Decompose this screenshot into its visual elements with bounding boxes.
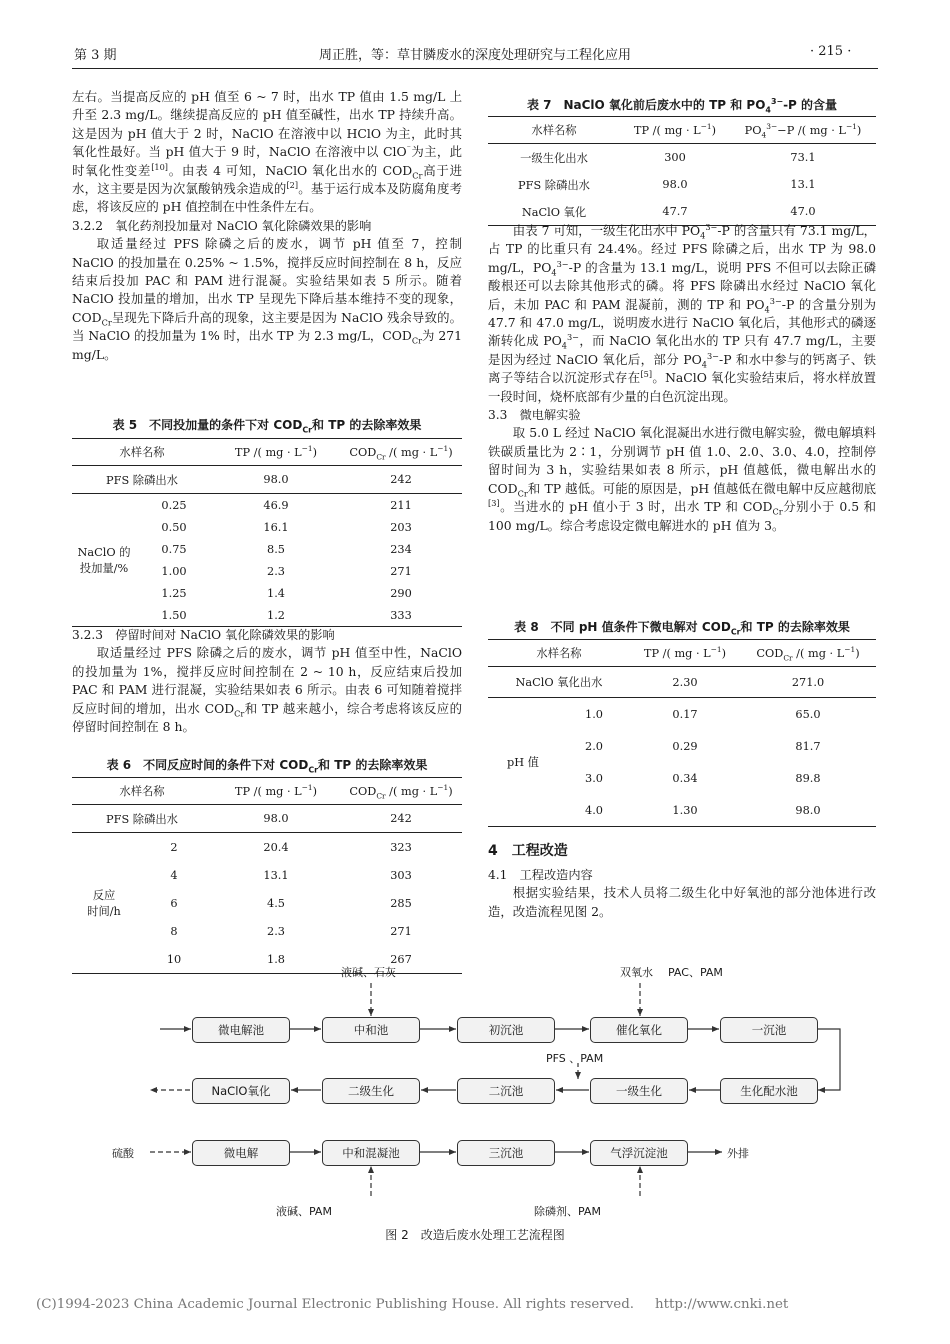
flow-label-l3: PAC、PAM (668, 966, 723, 979)
running-title: 周正胜，等：草甘膦废水的深度处理研究与工程化应用 (318, 48, 631, 63)
flow-label-l4: PFS 、PAM (546, 1052, 604, 1065)
flow-box-b7: 二级生化 (322, 1078, 420, 1104)
flow-box-b12: 中和混凝池 (322, 1140, 420, 1166)
flow-label-l7: 液碱、PAM (276, 1205, 332, 1218)
table-8: 水样名称 TP /( mg · $L^{-1}$) $COD_{Cr}$ /( mg · $L^{-1}$) NaClO 氧化出水 2.30 271.0 pH 值 1.0 0.17 65.0 2.0 0.29 81.7 3.0 0.34 89.8 4.0 1.30 98.0 (488, 639, 876, 827)
table-8-caption: 表 8 不同 pH 值条件下微电解对 $COD_{Cr}$和 TP 的去除率效果 (514, 620, 850, 637)
paragraph-dosage: 取适量经过 PFS 除磷之后的废水，调节 pH 值至 7，控制 NaClO 的投加量在 0.25% ~ 1.5%，搅拌反应时间控制在 8 h，反应结束后投加 PAC 和 PAM 进行混凝。实验结果如表 5 所示。随着 NaClO 投加量的增加，出水 TP 呈现先下降后基本维持不变的现象，$COD_{Cr}$呈现先下降后升高的现象，这主要是因为 NaClO 残余导致的。当 NaClO 的投加量为 1% 时，出水 TP 为 2.3 mg/L，$COD_{Cr}$为 271 mg/L。 (72, 236, 462, 362)
flow-box-b14: 气浮沉淀池 (590, 1140, 688, 1166)
flow-box-b4: 催化氧化 (590, 1017, 688, 1043)
heading-3-2-2: 3.2.2 氧化药剂投加量对 NaClO 氧化除磷效果的影响 (72, 218, 372, 233)
page-number: · 215 · (810, 44, 852, 59)
paragraph-microelectrolysis: 取 5.0 L 经过 NaClO 氧化混凝出水进行微电解实验，微电解填料铁碳质量比为 2∶1，分别调节 pH 值 1.0、2.0、3.0、4.0，控制停留时间为 3 h，实验结果如表 8 所示，pH 值越低，微电解出水的 $COD_{Cr}$和 TP 越低。可能的原因是，pH 值越低在微电解中反应越彻底[3]。当进水的 pH 值小于 3 时，出水 TP 和 $COD_{Cr}$分别小于 0.5 和 100 mg/L。综合考虑设定微电解进水的 pH 值为 3。 (488, 425, 876, 533)
flow-box-b6: NaClO氧化 (192, 1078, 290, 1104)
flow-label-l2: 双氧水 (620, 966, 653, 979)
table-6: 水样名称 TP /( mg · $L^{-1}$) $COD_{Cr}$ /( mg · $L^{-1}$) PFS 除磷出水 98.0 242 反应 时间/h 2 20.4 323 4 13.1 303 6 4.5 285 8 2.3 271 10 1.8 267 (72, 777, 462, 974)
flow-box-b3: 初沉池 (457, 1017, 555, 1043)
table-7-caption: 表 7 NaClO 氧化前后废水中的 TP 和 $PO_4^{3-}-P$ 的含量 (526, 97, 838, 115)
journal-issue: 第 3 期 (74, 48, 117, 63)
flow-box-b13: 三沉池 (457, 1140, 555, 1166)
paragraph-time: 取适量经过 PFS 除磷之后的废水，调节 pH 值至中性，NaClO 的投加量为 1%，搅拌反应时间控制在 2 ~ 10 h，反应结束后投加 PAC 和 PAM 进行混凝，实验结果如表 6 所示。由表 6 可知随着搅拌反应时间的增加，出水 $COD_{Cr}$和 TP 越来越小，综合考虑将该反应的停留时间控制在 8 h。 (72, 645, 463, 735)
figure-2-caption: 图 2 改造后废水处理工艺流程图 (385, 1228, 565, 1242)
flow-box-b8: 二沉池 (457, 1078, 555, 1104)
flow-label-l1: 液碱、石灰 (341, 966, 396, 979)
flow-box-b11: 微电解 (192, 1140, 290, 1166)
copyright-footer: (C)1994-2023 China Academic Journal Electronic Publishing House. All rights reserved. (36, 1297, 635, 1312)
flow-box-b1: 微电解池 (192, 1017, 290, 1043)
heading-3-3: 3.3 微电解实验 (488, 408, 581, 423)
heading-4: 4 工程改造 (488, 843, 568, 859)
table-8-group-label: pH 值 (507, 756, 539, 769)
paragraph-table7: 由表 7 可知，一级生化出水中 $PO_4^{3-}-P$ 的含量只有 73.1 mg/L，占 TP 的比重只有 24.4%。经过 PFS 除磷之后，出水 TP 为 98.0 mg/L，$PO_4^{3-}-P$ 的含量为 13.1 mg/L，说明 PFS 不但可以去除正磷酸根还可以去除其他形式的磷。将 PFS 除磷出水经过 NaClO 氧化后，未加 PAC 和 PAM 混凝前，测的 TP 和 $PO_4^{3-}-P$ 的含量分别为 47.7 和 47.0 mg/L，说明废水进行 NaClO 氧化后，其他形式的磷逐渐转化成 $PO_4^{3-}$，而 NaClO 氧化出水的 TP 只有 47.7 mg/L，主要是因为经过 NaClO 氧化后，部分 $PO_4^{3-}-P$ 和水中参与的钙离子、铁离子等结合以沉淀形式存在[5]。NaClO 氧化实验结束后，将水样放置一段时间，烧杯底部有少量的白色沉淀出现。 (488, 221, 876, 404)
flow-label-l8: 除磷剂、PAM (534, 1205, 601, 1218)
heading-3-2-3: 3.2.3 停留时间对 NaClO 氧化除磷效果的影响 (72, 628, 335, 642)
arrow-b5-b10 (817, 1029, 840, 1090)
flow-box-b10: 生化配水池 (720, 1078, 818, 1104)
flow-box-b5: 一沉池 (720, 1017, 818, 1043)
heading-4-1: 4.1 工程改造内容 (488, 868, 593, 882)
flow-box-b9: 一级生化 (590, 1078, 688, 1104)
paragraph-ph: 左右。当提高反应的 pH 值至 6 ~ 7 时，出水 TP 值由 1.5 mg/L 上升至 2.3 mg/L。继续提高反应的 pH 值至碱性，出水 TP 持续升高。这是因为 pH 值大于 2 时，NaClO 在溶液中以 HClO 为主，此时其氧化性最好。当 pH 值大于 9 时，NaClO 在溶液中以 ClO⁻为主，此时氧化性变差[10]。由表 4 可知，NaClO 氧化出水的 $COD_{Cr}$高于进水，这主要是因为次氯酸钠残余造成的[2]。基于运行成本及防腐角度考虑，将该反应的 pH 值控制在中性条件左右。 (72, 89, 463, 215)
table-5-caption: 表 5 不同投加量的条件下对 $COD_{Cr}$和 TP 的去除率效果 (112, 418, 422, 435)
table-5-group-label: NaClO 的 投加量/% (77, 546, 131, 575)
flow-label-l6: 外排 (727, 1147, 749, 1160)
table-7: 水样名称 TP /( mg · $L^{-1}$) $PO_4^{3-}-P$ /( mg · $L^{-1}$) 一级生化出水 300 73.1 PFS 除磷出水 98.0 13.1 NaClO 氧化 47.7 47.0 (488, 116, 876, 226)
paragraph-engineering: 根据实验结果，技术人员将二级生化中好氧池的部分池体进行改造，改造流程见图 2。 (488, 885, 876, 919)
table-6-caption: 表 6 不同反应时间的条件下对 $COD_{Cr}$和 TP 的去除率效果 (106, 758, 428, 775)
flow-box-b2: 中和池 (322, 1017, 420, 1043)
flow-label-l5: 硫酸 (112, 1147, 134, 1160)
table-5: 水样名称 TP /( mg · $L^{-1}$) $COD_{Cr}$ /( mg · $L^{-1}$) PFS 除磷出水 98.0 242 NaClO 的 投加量/% 0.25 46.9 211 0.50 16.1 203 0.75 8.5 234 1.00 2.3 271 1.25 1.4 290 1.50 1.2 333 (72, 438, 462, 627)
cnki-link[interactable]: http://www.cnki.net (655, 1297, 789, 1312)
table-6-group-label: 反应 时间/h (87, 889, 121, 918)
